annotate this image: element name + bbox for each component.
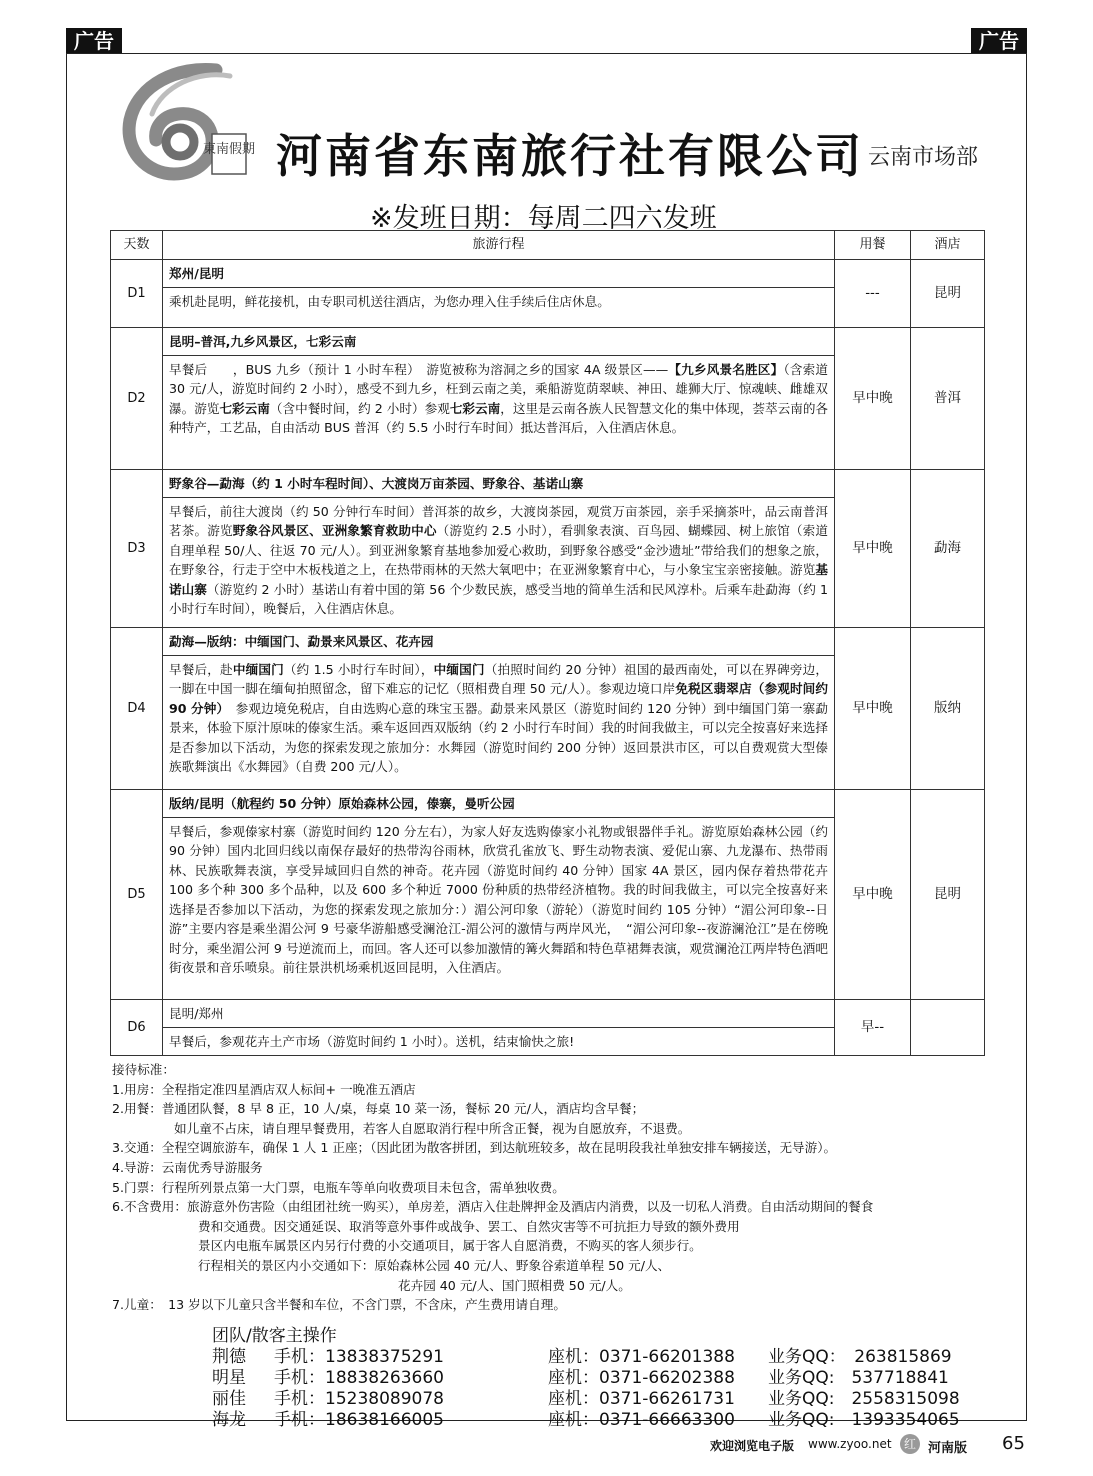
contact-landline: 座机：0371-66202388: [548, 1368, 735, 1388]
standards-line: 6.不含费用：旅游意外伤害险（由组团社统一购买），单房差，酒店入住赴牌押金及酒店内消费，以及一切私人消费。自由活动期间的餐食: [112, 1199, 874, 1215]
hotel-cell: 版纳: [911, 628, 985, 790]
itinerary-cell: [163, 1000, 835, 1056]
header-day: 天数: [111, 231, 163, 260]
meal-cell: 早中晚: [835, 790, 911, 1000]
service-standards: [112, 1060, 1012, 1315]
standards-title: 接待标准：: [112, 1062, 175, 1077]
day-desc: 早餐后，参观傣家村寨（游览时间约 120 分左右），为家人好友选购傣家小礼物或银器伴手礼。游览原始森林公园（约 90 分钟）国内北回归线以南保存最好的热带沟谷雨林，欣赏孔雀放飞、野生动物表演、爱伲山寨、九龙瀑布、热带雨林、民族歌舞表演，享受异域回归自然的神奇。花卉园（游览时间约 40 分钟）国家 4A 景区，园内保存着热带花卉 100 多个种 300 多个品种，以及 600 多个种近 7000 份种质的热带经济植物。我的时间我做主，可以完全按喜好来选择是否参加以下活动，为您的探索发现之旅加分：）湄公河印象（游轮）（游览时间约 105 分钟）“湄公河印象--日游”主要内容是乘坐湄公河 9 号豪华游船感受澜沧江-湄公河的激情与两岸风光， “湄公河印象--夜游澜沧江”是在傍晚时分，乘坐湄公河 9 号逆流而上，而回。客人还可以参加激情的篝火舞蹈和特色草裙舞表演，观赏澜沧江两岸特色酒吧街夜景和音乐喷泉。前往景洪机场乘机返回昆明，入住酒店。: [169, 823, 828, 975]
contact-mobile: 手机：18838263660: [274, 1368, 444, 1388]
day-cell: D1: [111, 260, 163, 328]
itinerary-cell: [163, 470, 835, 628]
contact-landline: 座机：0371-66201388: [548, 1347, 735, 1367]
hotel-cell: 普洱: [911, 328, 985, 470]
itinerary-cell: [163, 328, 835, 470]
footer-edition: 河南版: [928, 1441, 968, 1456]
contact-qq: 业务QQ： 263815869: [768, 1347, 952, 1367]
day-desc: 早餐后，参观花卉土产市场（游览时间约 1 小时）。送机，结束愉快之旅!: [169, 1033, 575, 1049]
table-row: [111, 1000, 985, 1056]
hotel-cell: 昆明: [911, 790, 985, 1000]
standards-line: 如儿童不占床，请自理早餐费用，若客人自愿取消行程中所含正餐，视为自愿放弃，不退费。: [174, 1120, 691, 1136]
standards-line: 5.门票：行程所列景点第一大门票，电瓶车等单向收费项目未包含，需单独收费。: [112, 1179, 565, 1195]
table-row: [111, 328, 985, 470]
contact-landline: 座机：0371-66663300: [548, 1410, 735, 1430]
itinerary-cell: [163, 790, 835, 1000]
standards-line: 2.用餐：普通团队餐，8 早 8 正，10 人/桌，每桌 10 菜一汤，餐标 20 元/人，酒店均含早餐；: [112, 1101, 645, 1117]
standards-line: 4.导游：云南优秀导游服务: [112, 1159, 263, 1175]
day-cell: D2: [111, 328, 163, 470]
day-title: 昆明/郑州: [163, 1000, 834, 1028]
day-title: 郑州/昆明: [163, 260, 834, 288]
meal-cell: ---: [835, 260, 911, 328]
itinerary-table: [110, 230, 985, 1056]
contact-row: [212, 1368, 960, 1389]
day-title: 野象谷—勐海（约 1 小时车程时间）、大渡岗万亩茶园、野象谷、基诺山寨: [163, 470, 834, 498]
contact-name: 海龙: [212, 1410, 246, 1430]
day-title: 勐海—版纳：中缅国门、勐景来风景区、花卉园: [163, 628, 834, 656]
ad-label-right: 广告: [971, 28, 1027, 54]
table-row: [111, 628, 985, 790]
ad-label-left: 广告: [66, 28, 122, 54]
day-desc: 乘机赴昆明，鲜花接机，由专职司机送往酒店，为您办理入住手续后住店休息。: [169, 293, 610, 309]
hotel-cell: 昆明: [911, 260, 985, 328]
day-desc: 早餐后 ，BUS 九乡（预计 1 小时车程） 游览被称为溶洞之乡的国家 4A 级景区——【九乡风景名胜区】（含索道 30 元/人，游览时间约 2 小时），感受不到九乡，枉到云南之美，乘船游览荫翠峡、神田、雄狮大厅、惊魂峡、雌雄双瀑。游览七彩云南（含中餐时间，约 2 小时）参观七彩云南，这里是云南各族人民智慧文化的集中体现，荟萃云南的各种特产，工艺品，自由活动 BUS 普洱（约 5.5 小时行车时间）抵达普洱后，入住酒店休息。: [169, 361, 829, 435]
hotel-cell: 勐海: [911, 470, 985, 628]
table-row: [111, 470, 985, 628]
standards-line: 行程相关的景区内小交通如下：原始森林公园 40 元/人、野象谷索道单程 50 元/人、: [198, 1257, 671, 1273]
hotel-cell: [911, 1000, 985, 1056]
meal-cell: 早--: [835, 1000, 911, 1056]
table-row: [111, 790, 985, 1000]
contact-qq: 业务QQ: 537718841: [768, 1368, 949, 1388]
contact-row: [212, 1389, 960, 1410]
department: 云南市场部: [868, 145, 979, 170]
day-title: 版纳/昆明（航程约 50 分钟）原始森林公园，傣寨，曼听公园: [163, 790, 834, 818]
header-meal: 用餐: [835, 231, 911, 260]
standards-line: 费和交通费。因交通延误、取消等意外事件或战争、罢工、自然灾害等不可抗拒力导致的额外费用: [198, 1218, 740, 1234]
contacts-title: 团队/散客主操作: [212, 1326, 337, 1346]
contact-row: [212, 1347, 960, 1368]
contact-list: [212, 1326, 960, 1431]
day-cell: D3: [111, 470, 163, 628]
logo-text-top: 東南假期: [202, 142, 256, 157]
day-cell: D6: [111, 1000, 163, 1056]
standards-line: 花卉园 40 元/人、国门照相费 50 元/人。: [398, 1277, 631, 1293]
day-cell: D5: [111, 790, 163, 1000]
header-itinerary: 旅游行程: [163, 231, 835, 260]
day-cell: D4: [111, 628, 163, 790]
meal-cell: 早中晚: [835, 628, 911, 790]
header-hotel: 酒店: [911, 231, 985, 260]
contact-name: 丽佳: [212, 1389, 246, 1409]
contact-qq: 业务QQ: 1393354065: [768, 1410, 960, 1430]
contact-row: [212, 1410, 960, 1431]
meal-cell: 早中晚: [835, 328, 911, 470]
footer-welcome: 欢迎浏览电子版: [710, 1439, 795, 1453]
company-logo: [118, 62, 258, 182]
contact-mobile: 手机：15238089078: [274, 1389, 444, 1409]
page-number: 65: [1002, 1433, 1025, 1454]
meal-cell: 早中晚: [835, 470, 911, 628]
contact-name: 明星: [212, 1368, 246, 1388]
contact-qq: 业务QQ: 2558315098: [768, 1389, 960, 1409]
contact-landline: 座机：0371-66261731: [548, 1389, 735, 1409]
itinerary-cell: [163, 628, 835, 790]
itinerary-cell: [163, 260, 835, 328]
table-header-row: [111, 231, 985, 260]
contact-name: 荆德: [212, 1347, 246, 1367]
day-title: 昆明–普洱,九乡风景区，七彩云南: [163, 328, 834, 356]
seal-icon: 红: [900, 1434, 920, 1454]
standards-line: 3.交通：全程空调旅游车，确保 1 人 1 正座；（因此团为散客拼团，到达航班较多，故在昆明段我社单独安排车辆接送，无导游）。: [112, 1140, 837, 1156]
company-name: 河南省东南旅行社有限公司: [276, 129, 864, 183]
standards-line: 景区内电瓶车属景区内另行付费的小交通项目，属于客人自愿消费，不购买的客人须步行。: [198, 1238, 702, 1254]
departure-schedule: ※发班日期：每周二四六发班: [370, 203, 717, 234]
day-desc: 早餐后，前往大渡岗（约 50 分钟行车时间）普洱茶的故乡，大渡岗茶园，观赏万亩茶园，亲手采摘茶叶，品云南普洱茗茶。游览野象谷风景区、亚洲象繁育救助中心（游览约 2.5 小时），看驯象表演、百鸟园、蝴蝶园、树上旅馆（索道自理单程 50/人、往返 70 元/人）。到亚洲象繁育基地参加爱心救助，到野象谷感受“金沙遗址”带给我们的想象之旅，在野象谷，行走于空中木板栈道之上，在热带雨林的天然大氧吧中；在亚洲象繁育中心，与小象宝宝亲密接触。游览基诺山寨（游览约 2 小时）基诺山有着中国的第 56 个少数民族，感受当地的简单生活和民风淳朴。后乘车赴勐海（约 1 小时行车时间），晚餐后，入住酒店休息。: [169, 503, 828, 616]
day-desc: 早餐后，赴中缅国门（约 1.5 小时行车时间），中缅国门（拍照时间约 20 分钟）祖国的最西南处，可以在界碑旁边，一脚在中国一脚在缅甸拍照留念，留下难忘的记忆（照相费自理 50 元/人）。参观边境口岸免税区翡翠店（参观时间约 90 分钟） 参观边境免税店，自由选购心意的珠宝玉器。勐景来风景区（游览时间约 120 分钟）到中缅国门第一寨勐景来，体验下原汁原味的傣家生活。乘车返回西双版纳（约 2 小时行车时间）我的时间我做主，可以完全按喜好来选择是否参加以下活动，为您的探索发现之旅加分：水舞园（游览时间约 200 分钟）返回景洪市区，可以自费观赏大型傣族歌舞演出《水舞园》（自费 200 元/人）。: [169, 661, 829, 774]
standards-line: 7.儿童： 13 岁以下儿童只含半餐和车位，不含门票，不含床，产生费用请自理。: [112, 1297, 566, 1313]
contact-mobile: 手机：18638166005: [274, 1410, 444, 1430]
standards-line: 1.用房：全程指定准四星酒店双人标间+ 一晚准五酒店: [112, 1081, 416, 1097]
footer-url[interactable]: www.zyoo.net: [808, 1437, 892, 1451]
table-row: [111, 260, 985, 328]
contact-mobile: 手机：13838375291: [274, 1347, 444, 1367]
